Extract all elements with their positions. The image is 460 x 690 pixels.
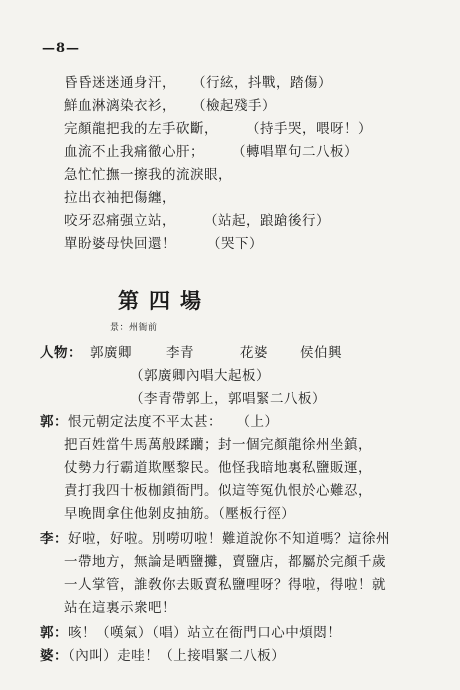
speaker-label: 郭： xyxy=(40,625,68,641)
page-number: —8— xyxy=(42,41,81,56)
verse-line xyxy=(64,120,372,138)
verse-text: 咬牙忍痛强立站， xyxy=(64,213,176,229)
dialogue-text: 咳！（嘆氣）（唱）站立在衙門口心中煩悶！ xyxy=(68,625,342,641)
dialogue-line xyxy=(40,647,285,665)
verse-line xyxy=(64,97,276,115)
stage-direction: （檢起殘手） xyxy=(192,98,276,114)
dialogue-line: 把百姓當牛馬萬般蹂躪；封一個完顏龍徐州坐鎮， xyxy=(64,437,372,453)
dialogue-line: 早晚間拿住他剝皮抽筋。（壓板行徑） xyxy=(64,506,296,522)
dialogue-text: 恨元朝定法度不平太甚： （上） xyxy=(68,414,279,430)
stage-direction: （持手哭，喂呀！） xyxy=(246,121,372,137)
dialogue-line xyxy=(40,624,341,642)
scene-setting: 景：州衙前 xyxy=(110,323,158,333)
speaker-label: 李： xyxy=(40,531,68,547)
verse-text: 血流不止我痛徹心肝； xyxy=(64,144,204,160)
verse-line xyxy=(64,212,330,230)
character-list xyxy=(40,344,342,362)
dialogue-line xyxy=(40,413,279,431)
stage-direction: （哭下） xyxy=(207,236,263,252)
dialogue-line: 仗勢力行霸道欺壓黎民。他怪我暗地裏私鹽販運， xyxy=(64,460,372,476)
character-name: 李青 xyxy=(166,345,194,361)
verse-text: 單盼婆母快回還！ xyxy=(64,236,176,252)
character-name: 侯伯興 xyxy=(300,345,342,361)
dialogue-line: 一帶地方，無論是晒鹽攤，賣鹽店，都屬於完顏千歲 xyxy=(64,554,386,570)
verse-line xyxy=(64,143,358,161)
stage-direction: （轉唱單句二八板） xyxy=(232,144,358,160)
verse-line xyxy=(64,235,263,253)
dialogue-line: 一人掌管，誰敎你去販賣私鹽哩呀？得啦，得啦！就 xyxy=(64,577,386,593)
verse-text: 鮮血淋漓染衣衫， xyxy=(64,98,176,114)
scene-title: 第四場 xyxy=(118,288,211,313)
speaker-label: 郭： xyxy=(40,414,68,430)
character-name: 花婆 xyxy=(240,345,268,361)
verse-line xyxy=(64,189,176,207)
stage-direction: （站起，踉蹌後行） xyxy=(204,213,330,229)
verse-text: 昏昏迷迷通身汗， xyxy=(64,75,176,91)
stage-direction: （李青帶郭上，郭唱緊二八板） xyxy=(130,391,326,407)
speaker-label: 婆： xyxy=(40,648,68,664)
dialogue-text: （內叫）走哇！（上接唱緊二八板） xyxy=(68,648,286,664)
character-name: 郭廣卿 xyxy=(90,345,132,361)
dialogue-line: 責打我四十板枷鎖衙門。似這等冤仇恨於心難忍， xyxy=(64,483,372,499)
dialogue-line xyxy=(40,530,390,548)
verse-line xyxy=(64,74,332,92)
verse-text: 急忙忙撫一擦我的流淚眼， xyxy=(64,167,232,183)
characters-label: 人物： xyxy=(40,345,82,361)
verse-text: 完顏龍把我的左手砍斷， xyxy=(64,121,218,137)
dialogue-text: 好啦，好啦。別嘮叨啦！難道說你不知道嗎？這徐州 xyxy=(68,531,390,547)
dialogue-line: 站在這裏示衆吧！ xyxy=(64,600,176,616)
stage-direction: （郭廣卿內唱大起板） xyxy=(130,368,270,384)
verse-line xyxy=(64,166,232,184)
verse-text: 拉出衣袖把傷纏， xyxy=(64,190,176,206)
stage-direction: （行絃，抖戰，踏傷） xyxy=(192,75,332,91)
